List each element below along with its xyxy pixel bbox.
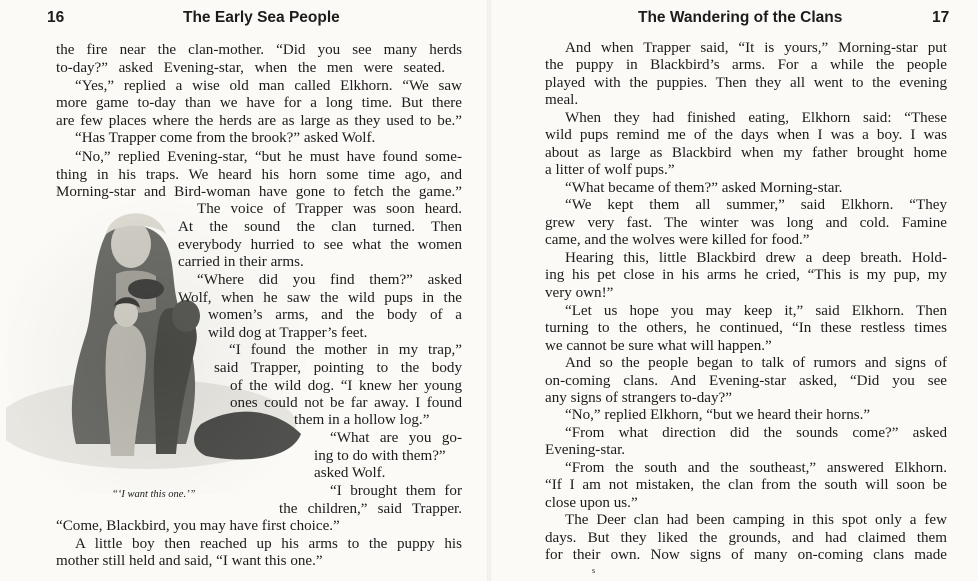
text-line: “We kept them all summer,” said Elkhorn. “They [565, 197, 947, 213]
text-line: of the wild dog. “I knew her young [230, 378, 462, 394]
text-line: more game to-day than we have for a long time. But there [56, 95, 462, 111]
text-line: to-day?” asked Evening-star, when the men were seated. [56, 60, 445, 76]
text-line: the puppy in Blackbird’s arms. For a while the people [545, 57, 947, 73]
text-line: any signs of strangers to-day?” [545, 390, 732, 406]
running-head: The Early Sea People [183, 9, 340, 26]
text-line: And so the people began to talk of rumors and signs of [565, 355, 947, 371]
text-line: for their own. Now signs of many on-coming clans made [545, 547, 947, 563]
text-line: And when Trapper said, “It is yours,” Morning-star put [565, 40, 947, 56]
text-line: turning to the others, he continued, “In these restless times [545, 320, 947, 336]
text-line: “Where did you find them?” asked [197, 272, 462, 288]
text-line: Wolf, when he saw the wild pups in the [178, 290, 462, 306]
text-line: “What became of them?” asked Morning-star. [565, 180, 843, 196]
text-line: meal. [545, 92, 579, 108]
text-line: ing his pet close in his arms he cried, “This is my pup, my [545, 267, 947, 283]
text-line: “From the south and the southeast,” answered Elkhorn. [565, 460, 947, 476]
text-line: on-coming clans. And Evening-star asked, “Did you see [545, 373, 947, 389]
running-head: The Wandering of the Clans [638, 9, 843, 26]
text-line: thing in his traps. We heard his horn some time ago, and [56, 167, 462, 183]
text-line: Hearing this, little Blackbird drew a deep breath. Hold- [565, 250, 947, 266]
text-line: close upon us.” [545, 495, 638, 511]
text-line: “No,” replied Elkhorn, “but we heard their horns.” [565, 407, 871, 423]
text-line: ing to do with them?” [314, 448, 446, 464]
text-line: a litter of wolf pups.” [545, 162, 675, 178]
text-line: carried in their arms. [178, 254, 304, 270]
page-number: 16 [47, 9, 65, 26]
text-line: said Trapper, pointing to the body [214, 360, 462, 376]
text-line: Evening-star. [545, 442, 626, 458]
text-line: When they had finished eating, Elkhorn said: “These [565, 110, 947, 126]
text-line: about as large as Blackbird when my father brought home [545, 145, 947, 161]
text-line: came, and the wolves were killed for food.” [545, 232, 810, 248]
text-line: “Yes,” replied a wise old man called Elkhorn. “We saw [75, 78, 462, 94]
text-line: mother still held and said, “I want this one.” [56, 553, 323, 569]
text-line: the fire near the clan-mother. “Did you see many herds [56, 42, 462, 58]
text-line: are few places where the herds are as large as they used to be.” [56, 113, 462, 129]
text-line: “I brought them for [330, 483, 462, 499]
text-line: “Come, Blackbird, you may have first choice.” [56, 518, 340, 534]
illustration-caption: “‘I want this one.’” [112, 489, 196, 500]
text-line: them in a hollow log.” [294, 412, 430, 428]
text-line: days. But they liked the grounds, and had claimed them [545, 530, 947, 546]
text-line: “No,” replied Evening-star, “but he must have found some- [75, 149, 462, 165]
text-line: “Let us hope you may keep it,” said Elkhorn. Then [565, 303, 947, 319]
text-line: wild dog at Trapper’s feet. [208, 325, 368, 341]
text-line: “If I am not mistaken, the clan from the south will soon be [545, 477, 947, 493]
right-page [489, 0, 978, 581]
text-line: asked Wolf. [314, 465, 386, 481]
page-number: 17 [932, 9, 950, 26]
text-line: At the sound the clan turned. Then [178, 219, 462, 235]
text-line: “Has Trapper come from the brook?” asked Wolf. [75, 130, 376, 146]
text-line: everybody hurried to see what the women [178, 237, 462, 253]
signature-mark: s [592, 566, 596, 575]
text-line: we cannot be sure what will happen.” [545, 338, 772, 354]
text-line: the children,” said Trapper. [279, 501, 462, 517]
text-line: women’s arms, and the body of a [208, 307, 462, 323]
text-line: played with the puppies. Then they all went to the evening [545, 75, 947, 91]
text-line: The Deer clan had been camping in this spot only a few [565, 512, 947, 528]
text-line: ones could not be far away. I found [230, 395, 462, 411]
text-line: wild pups remind me of the days when I was a boy. I was [545, 127, 947, 143]
text-line: “From what direction did the sounds come?” asked [565, 425, 947, 441]
text-line: Morning-star and Bird-woman have gone to fetch the game.” [56, 184, 462, 200]
text-line: The voice of Trapper was soon heard. [197, 201, 462, 217]
text-line: “I found the mother in my trap,” [229, 342, 462, 358]
text-line: “What are you go- [330, 430, 462, 446]
text-line: A little boy then reached up his arms to the puppy his [75, 536, 462, 552]
text-line: very own!” [545, 285, 614, 301]
text-line: grew very fast. The winter was long and cold. Famine [545, 215, 947, 231]
